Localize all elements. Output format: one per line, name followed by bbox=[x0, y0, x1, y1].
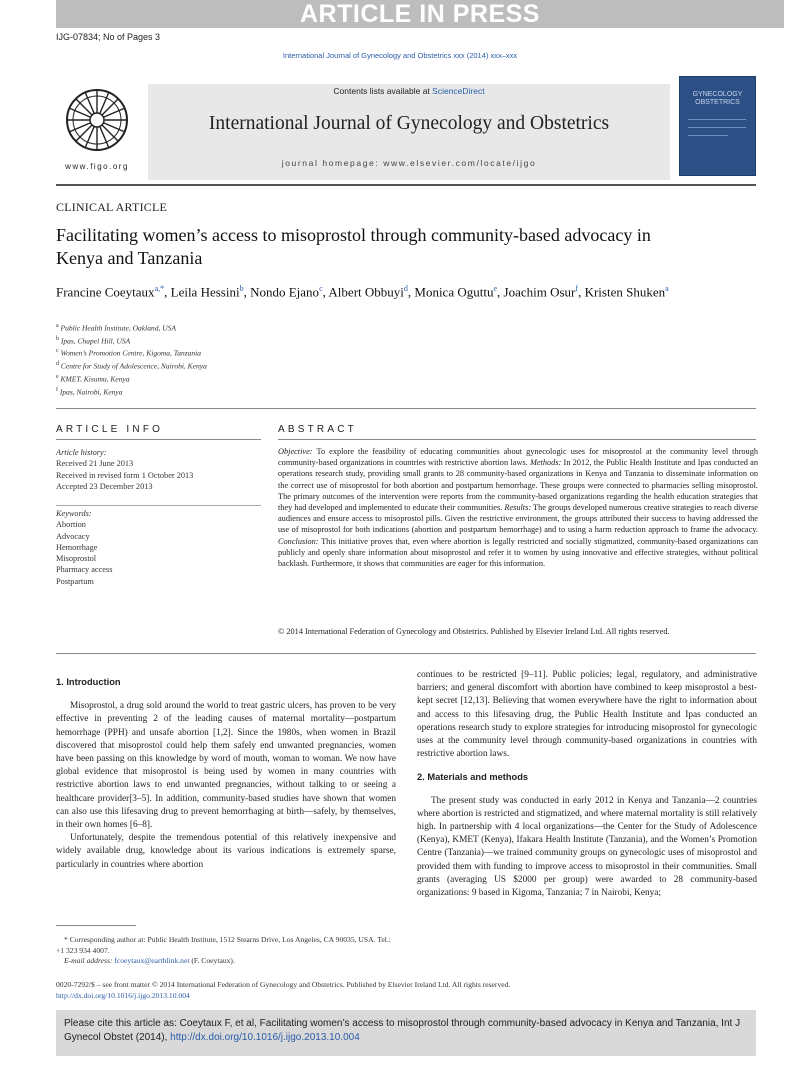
journal-homepage[interactable]: journal homepage: www.elsevier.com/locate/ijgo bbox=[281, 158, 537, 168]
keyword: Misoprostol bbox=[56, 554, 97, 564]
article-info-heading: ARTICLE INFO bbox=[56, 424, 164, 435]
body-right-column bbox=[417, 669, 757, 900]
affiliation bbox=[56, 385, 456, 398]
author-sup[interactable]: b bbox=[239, 284, 244, 293]
info-separator bbox=[56, 505, 261, 506]
journal-cover-image bbox=[679, 76, 756, 176]
affiliations bbox=[56, 321, 456, 397]
author[interactable]: Monica Oguttu bbox=[414, 284, 494, 300]
methods-paragraph-1: The present study was conducted in early 2012 in Kenya and Tanzania—2 countries where abortion is restricted and stigmatized, and where maternal mortality is still relatively high. In partnership with 4 local organizations—the Center for the Study of Adolescence (Kenya), KMET (Kenya), Ifakara Health Institute (Tanzania), and the Women’s Promotion Centre (Tanzania)—we trained community groups on gynecologic uses of misoprostol and provided them with funding to improve access to misoprostol in their communities. Small grants (averaging US $2000 per group) were awarded to 28 community-based organizations: 9 based in Kigoma, Tanzania; 7 in Nairobi, Kenya; bbox=[417, 795, 757, 899]
email-suffix: (F. Coeytaux). bbox=[189, 956, 235, 965]
author-sup[interactable]: d bbox=[403, 284, 408, 293]
article-info-rule bbox=[56, 439, 261, 440]
introduction-heading: 1. Introduction bbox=[56, 677, 121, 687]
corresponding-footnote bbox=[56, 935, 396, 967]
author-sup[interactable]: a,* bbox=[154, 284, 165, 293]
affiliation-text: Women’s Promotion Centre, Kigoma, Tanzania bbox=[60, 348, 201, 358]
affiliation-text: Centre for Study of Adolescence, Nairobi, Kenya bbox=[60, 361, 207, 371]
author-sup[interactable]: e bbox=[493, 284, 498, 293]
affiliation-sup: a bbox=[56, 323, 59, 329]
figo-logo bbox=[56, 82, 138, 177]
issn-line: 0020-7292/$ – see front matter © 2014 International Federation of Gynecology and Obstetrics. Published by Elsevier Ireland Ltd. All rights reserved. bbox=[56, 980, 511, 989]
keyword: Abortion bbox=[56, 520, 86, 530]
affiliation-sup: b bbox=[56, 335, 59, 342]
cover-line bbox=[688, 119, 746, 120]
affiliation-sup: e bbox=[56, 373, 59, 380]
methods-label: Methods: bbox=[529, 458, 562, 468]
keyword: Advocacy bbox=[56, 531, 90, 541]
keywords-label: Keywords: bbox=[56, 509, 92, 518]
author[interactable]: Joachim Osur bbox=[503, 284, 576, 300]
affiliation bbox=[56, 321, 456, 334]
article-title: Facilitating women’s access to misoprostol through community-based advocacy in Kenya and Tanzania bbox=[56, 225, 651, 268]
author[interactable]: Francine Coeytaux bbox=[56, 284, 155, 300]
keyword: Hemorrhage bbox=[56, 542, 98, 552]
received-date: Received 21 June 2013 bbox=[56, 459, 134, 469]
affiliation-text: Public Health Institute, Oakland, USA bbox=[60, 323, 176, 333]
article-type: CLINICAL ARTICLE bbox=[56, 200, 168, 214]
email-line bbox=[56, 956, 396, 967]
cover-line bbox=[688, 127, 746, 128]
intro-paragraph-1: Misoprostol, a drug sold around the world to treat gastric ulcers, has proven to be very effective in preventing 2 of the leading causes of maternal mortality—postpartum hemorrhage (PPH) and unsafe abortion [1,2]. Since the 1980s, when women in Brazil discovered that misoprostol could help them safely end unwanted pregnancies, women have been passing on this knowledge by word of mouth, woman to woman. We now have global evidence that misoprostol is being used by women in many countries with restrictive abortion laws to end unwanted pregnancies, without talking to or seeing a healthcare provider[3–5]. In addition, community-based studies have shown that women can also use this lifesaving drug to prevent hemorrhaging at birth—safely, by themselves, in their own homes [6–8]. bbox=[56, 701, 396, 831]
footnote-rule bbox=[56, 925, 136, 926]
email-label: E-mail address: bbox=[64, 956, 113, 965]
history-label: Article history: bbox=[56, 448, 107, 457]
bottom-meta bbox=[56, 980, 756, 1001]
citation-doi-link[interactable]: http://dx.doi.org/10.1016/j.ijgo.2013.10.004 bbox=[170, 1032, 360, 1043]
affiliation-sup: f bbox=[56, 386, 58, 393]
author-sup[interactable]: f bbox=[575, 284, 579, 293]
citation-text: Please cite this article as: Coeytaux F, et al, Facilitating women’s access to misoprostol through community-based advocacy in Kenya and Tanzania, Int J Gynecol Obstet (2014), bbox=[64, 1018, 741, 1043]
results-text: The groups developed numerous creative strategies to reach diverse audiences and ensure access to misoprostol pills. Given the restrictive environment, the groups attributed their success to having addressed the use of misoprostol for both indications (abortion and postpartum hemorrhage) and to using a harm reduction approach to frame the advocacy. bbox=[278, 503, 758, 535]
cover-title: GYNECOLOGY OBSTETRICS bbox=[692, 91, 743, 106]
body-left-column bbox=[56, 676, 396, 872]
article-in-press-banner: ARTICLE IN PRESS bbox=[56, 0, 784, 28]
email-link[interactable]: fcoeytaux@earthlink.net bbox=[114, 956, 190, 965]
accepted-date: Accepted 23 December 2013 bbox=[56, 481, 153, 491]
citation-box bbox=[56, 1010, 756, 1056]
objective-label: Objective: bbox=[278, 447, 313, 456]
intro-paragraph-2: Unfortunately, despite the tremendous potential of this relatively inexpensive and widely available drug, knowledge about its various indications is extremely sparse, particularly in countries where abortion bbox=[56, 833, 396, 870]
affiliation-sup: c bbox=[56, 348, 59, 355]
author-sup[interactable]: a bbox=[665, 284, 669, 293]
affiliation-sup: d bbox=[56, 361, 59, 368]
doi-link[interactable]: http://dx.doi.org/10.1016/j.ijgo.2013.10.004 bbox=[56, 990, 190, 1000]
author[interactable]: Albert Obbuyi bbox=[328, 284, 404, 300]
revised-date: Received in revised form 1 October 2013 bbox=[56, 470, 194, 480]
keyword: Pharmacy access bbox=[56, 565, 113, 575]
journal-reference-link[interactable]: International Journal of Gynecology and Obstetrics xxx (2014) xxx–xxx bbox=[282, 51, 518, 60]
author[interactable]: Leila Hessini bbox=[170, 284, 240, 300]
affiliation bbox=[56, 346, 456, 359]
corresponding-author-note: * Corresponding author at: Public Health Institute, 1512 Stearns Drive, Los Angeles, CA 90035, USA. Tel.: +1 323 934 4007. bbox=[56, 935, 391, 955]
conclusion-text: This initiative proves that, even where abortion is legally restricted and socially stigmatized, community-based organizations can publicly and openly share information about misoprostol and refer it to women by using innovative and effective strategies, without political backlash. Furthermore, it shows that communities are eager for this information. bbox=[278, 536, 758, 569]
affiliation-text: KMET, Kisumu, Kenya bbox=[60, 374, 130, 384]
results-label: Results: bbox=[504, 503, 532, 513]
section-rule bbox=[56, 408, 756, 409]
author-list: Francine Coeytaux$^{a,*}$, Leila Hessini$^b$, Nondo Ejano$^c$, Albert Obbuyi$^d$, Monica Oguttu$^e$, Joachim Osur$^f$, Kristen Shuken$^a$ bbox=[56, 284, 669, 300]
body-rule bbox=[56, 653, 756, 654]
abstract-rule bbox=[278, 439, 756, 440]
keyword: Postpartum bbox=[56, 576, 94, 586]
article-history bbox=[56, 447, 261, 492]
keywords-block bbox=[56, 508, 261, 587]
affiliation-text: Ipas, Chapel Hill, USA bbox=[60, 336, 131, 346]
header-rule bbox=[56, 184, 756, 186]
abstract-text bbox=[278, 446, 758, 569]
author-sup[interactable]: c bbox=[319, 284, 323, 293]
cover-line bbox=[688, 135, 728, 136]
author[interactable]: Nondo Ejano bbox=[250, 284, 320, 300]
affiliation bbox=[56, 359, 456, 372]
conclusion-label: Conclusion: bbox=[278, 536, 319, 546]
affiliation-text: Ipas, Nairobi, Kenya bbox=[59, 387, 123, 397]
abstract-copyright: © 2014 International Federation of Gynecology and Obstetrics. Published by Elsevier Ireland Ltd. All rights reserved. bbox=[278, 627, 670, 636]
document-id: IJG-07834; No of Pages 3 bbox=[56, 32, 161, 42]
author[interactable]: Kristen Shuken bbox=[584, 284, 666, 300]
methods-text: In 2012, the Public Health Institute and Ipas conducted an operations research study, providing small grants to 28 community-based organizations in Kenya and Tanzania to disseminate information on the correct use of misoprostol for both abortion and postpartum hemorrhage. These groups were connected to pharmacies selling misoprostol. The primary outcomes of the intervention were reports from the community-based organizations regarding the health education strategies that they had developed and implemented to educate their communities. bbox=[278, 458, 759, 513]
contents-prefix: Contents lists available at bbox=[333, 86, 433, 96]
methods-heading: 2. Materials and methods bbox=[417, 772, 529, 783]
abstract-heading: ABSTRACT bbox=[278, 424, 357, 435]
right-paragraph-1: continues to be restricted [9–11]. Public policies; legal, regulatory, and administrative barriers; and general discomfort with abortion have combined to keep misoprostol a best-kept secret [12,13]. Believing that women everywhere have the right to information about and access to this lifesaving drug, the Public Health Institute and Ipas conducted an operations research study to explore strategies for introducing misoprostol for gynecologic uses at the community level through community-based organizations in countries with restrictive abortion laws. bbox=[417, 670, 757, 760]
journal-title: International Journal of Gynecology and Obstetrics bbox=[208, 113, 610, 134]
figo-url[interactable]: www.figo.org bbox=[65, 162, 129, 171]
sciencedirect-link[interactable]: ScienceDirect bbox=[432, 86, 485, 96]
objective-text: To explore the feasibility of educating communities about gynecologic uses for misoprostol at the community level through community-based organizations in countries with restrictive abortion laws. bbox=[278, 447, 758, 468]
contents-line bbox=[148, 86, 670, 96]
affiliation bbox=[56, 334, 456, 347]
affiliation bbox=[56, 372, 456, 385]
